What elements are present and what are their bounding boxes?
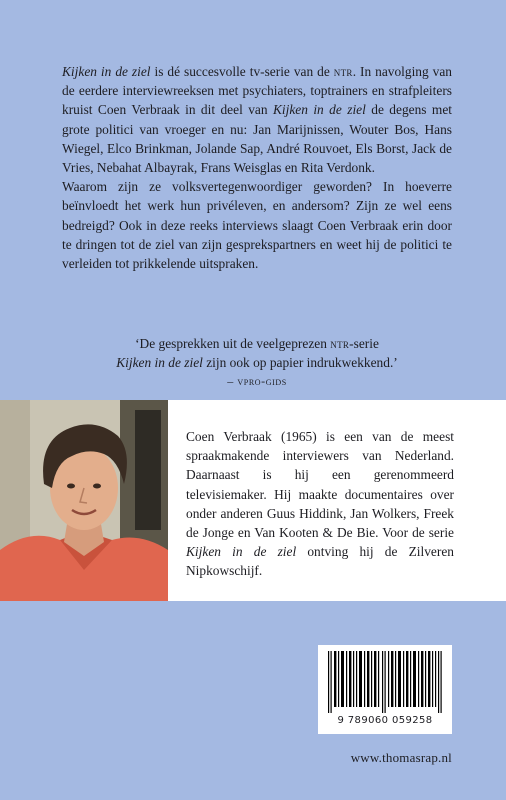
author-section	[0, 400, 506, 601]
blurb-paragraph-1: Kijken in de ziel is dé succesvolle tv-serie van de ntr. In navolging van de eerdere interviewreeksen met psychiaters, toptrainers en strafpleiters kruist Coen Verbraak in dit deel van Kijken in de ziel de degens met grote politici van vroeger en nu: Jan Marijnissen, Wouter Bos, Hans Wiegel, Elco Brinkman, Jolande Sap, André Rouvoet, Els Borst, Jack de Vries, Nebahat Albayrak, Frans Weisglas en Rita Verdonk.	[62, 64, 453, 176]
back-cover-blurb	[62, 62, 452, 273]
author-portrait-illustration	[0, 400, 168, 601]
book-title: Kijken in de ziel	[272, 102, 366, 118]
isbn-number: 9 789060 059258	[337, 715, 433, 726]
broadcaster-name: ntr	[333, 64, 353, 79]
author-photo	[0, 400, 168, 601]
publisher-website[interactable]: www.thomasrap.nl	[350, 750, 452, 765]
barcode-label	[318, 645, 452, 734]
press-quote	[62, 334, 452, 391]
barcode-graphic	[326, 651, 444, 713]
quote-line-2: Kijken in de ziel zijn ook op papier indrukwekkend.’	[116, 355, 398, 370]
book-title: Kijken in de ziel	[62, 64, 151, 79]
book-title: Kijken in de ziel	[186, 544, 297, 560]
quote-source: – vpro-gids	[227, 374, 287, 388]
blurb-paragraph-2: Waarom zijn ze volksvertegenwoordiger geworden? In hoeverre beïnvloedt het werk hun privéleven, en andersom? Zijn ze wel eens bedreigd? Ook in deze reeks interviews slaagt Coen Verbraak erin door te dringen tot de ziel van zijn gesprekspartners en weet hij de politici te verleiden tot prikkelende uitspraken.	[62, 179, 452, 272]
quote-line-1: ‘De gesprekken uit de veelgeprezen ntr-serie	[135, 336, 379, 351]
author-bio: Coen Verbraak (1965) is een van de meest spraakmakende interviewers van Nederland. Daarnaast is hij een gerenommeerd televisiemaker. Hij maakte documentaires over onder anderen Guus Hiddink, Jan Wolkers, Freek de Jonge en Van Kooten & De Bie. Voor de serie Kijken in de ziel ontving hij de Zilveren Nipkowschijf.	[186, 429, 454, 579]
